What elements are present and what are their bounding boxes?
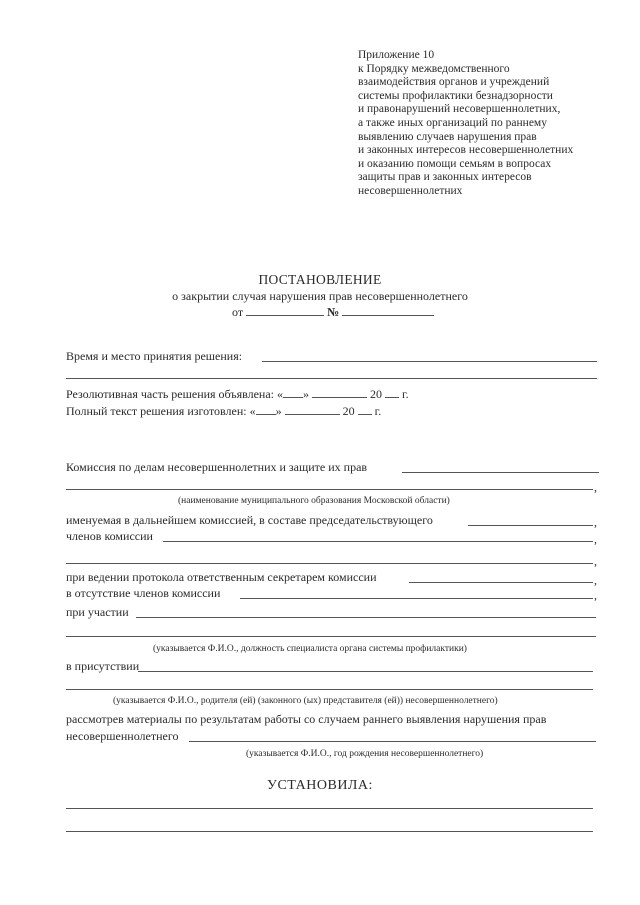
date-field[interactable]	[246, 305, 324, 316]
quote-close: »	[303, 387, 309, 401]
members-label: членов комиссии	[66, 529, 153, 543]
time-place-label: Время и место принятия решения:	[66, 349, 243, 363]
participation-label: при участии	[66, 605, 129, 619]
appendix-line: системы профилактики безнадзорности	[358, 89, 553, 102]
minor-field[interactable]	[189, 741, 596, 742]
date-number-row	[232, 305, 434, 320]
established-field-1[interactable]	[66, 808, 593, 809]
appendix-line: несовершеннолетних	[358, 184, 463, 197]
established-heading: УСТАНОВИЛА:	[267, 778, 373, 793]
established-field-2[interactable]	[66, 831, 593, 832]
members-field-2[interactable]	[66, 563, 593, 564]
document-title: ПОСТАНОВЛЕНИЕ	[258, 272, 382, 287]
resolutive-label: Резолютивная часть решения объявлена: «	[66, 387, 283, 401]
appendix-line: к Порядку межведомственного	[358, 62, 510, 75]
appendix-line: и оказанию помощи семьям в вопросах	[358, 157, 552, 170]
time-place-field[interactable]	[262, 361, 597, 362]
absent-label: в отсутствие членов комиссии	[66, 586, 221, 600]
specialist-note: (указывается Ф.И.О., должность специалиста органа системы профилактики)	[153, 644, 467, 654]
commission-label: Комиссия по делам несовершеннолетних и защите их прав	[66, 460, 368, 474]
year-prefix: 20	[342, 404, 355, 418]
appendix-line: защиты прав и законных интересов	[358, 171, 532, 184]
commission-field[interactable]	[402, 472, 599, 473]
comma: ,	[594, 573, 597, 587]
appendix-line: и законных интересов несовершеннолетних	[358, 144, 574, 157]
minor-note: (указывается Ф.И.О., год рождения несовершеннолетнего)	[246, 749, 484, 759]
time-place-field-2[interactable]	[66, 378, 597, 379]
secretary-label: при ведении протокола ответственным секретарем комиссии	[66, 570, 377, 584]
comma: ,	[594, 588, 597, 602]
absent-field[interactable]	[240, 598, 593, 599]
number-label: №	[327, 305, 340, 319]
from-label: от	[232, 305, 244, 319]
named-as-label: именуемая в дальнейшем комиссией, в составе председательствующего	[66, 513, 433, 527]
municipal-note: (наименование муниципального образования Московской области)	[178, 496, 450, 506]
quote-close: »	[275, 404, 282, 418]
document-subtitle: о закрытии случая нарушения прав несовершеннолетнего	[172, 289, 468, 303]
year-suffix: г.	[402, 387, 409, 401]
appendix-line: выявлению случаев нарушения прав	[358, 130, 537, 143]
resolutive-year-field[interactable]	[385, 387, 399, 398]
appendix-block	[358, 49, 573, 199]
municipal-field[interactable]	[66, 489, 593, 490]
comma: ,	[594, 532, 597, 546]
comma: ,	[594, 480, 597, 494]
secretary-field[interactable]	[409, 582, 593, 583]
participation-field-2[interactable]	[66, 636, 596, 637]
appendix-line: а также иных организаций по раннему	[358, 116, 547, 129]
appendix-line: и правонарушений несовершеннолетних,	[358, 103, 561, 116]
appendix-line: взаимодействия органов и учреждений	[358, 76, 550, 89]
fulltext-year-field[interactable]	[358, 404, 372, 415]
minor-label: несовершеннолетнего	[66, 729, 179, 743]
presence-field[interactable]	[138, 671, 593, 672]
number-field[interactable]	[342, 305, 434, 316]
fulltext-month-field[interactable]	[285, 404, 340, 415]
fulltext-label: Полный текст решения изготовлен: «	[66, 404, 256, 418]
appendix-line: Приложение 10	[358, 49, 435, 61]
resolutive-day-field[interactable]	[283, 387, 303, 398]
members-field[interactable]	[163, 541, 593, 542]
comma: ,	[594, 554, 597, 568]
chairman-field[interactable]	[468, 525, 593, 526]
parents-note: (указывается Ф.И.О., родителя (ей) (законного (ых) представителя (ей)) несовершеннолетнего)	[113, 696, 498, 706]
presence-label: в присутствии	[66, 659, 140, 673]
considered-label: рассмотрев материалы по результатам работы со случаем раннего выявления нарушения прав	[66, 712, 547, 726]
comma: ,	[594, 515, 597, 529]
fulltext-row	[66, 404, 381, 419]
year-prefix: 20	[370, 387, 382, 401]
presence-field-2[interactable]	[66, 689, 593, 690]
resolutive-month-field[interactable]	[312, 387, 367, 398]
year-suffix: г.	[374, 404, 382, 418]
participation-field[interactable]	[136, 617, 596, 618]
resolutive-row	[66, 387, 409, 402]
fulltext-day-field[interactable]	[256, 404, 276, 415]
